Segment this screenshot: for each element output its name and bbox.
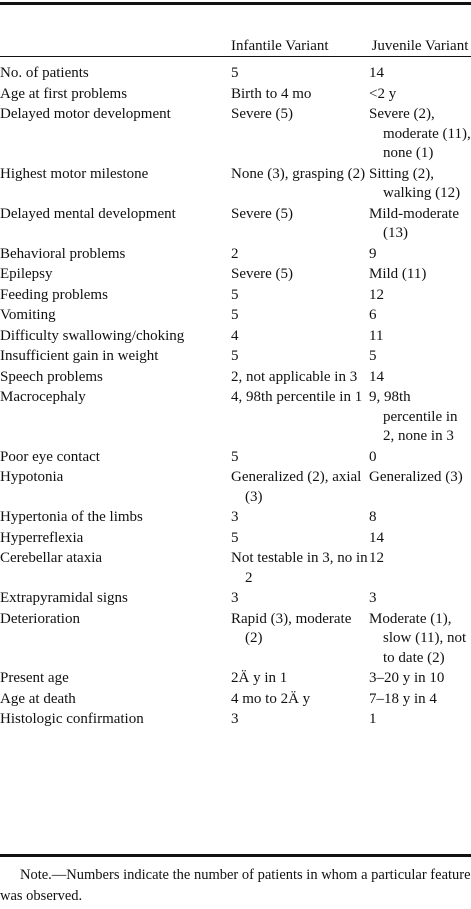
cell-infantile bbox=[231, 668, 369, 689]
cell-infantile bbox=[231, 588, 369, 609]
cell-text: 14 bbox=[369, 368, 384, 385]
cell-text: Hyperreflexia bbox=[0, 529, 84, 546]
cell-text: 5 bbox=[231, 348, 239, 364]
cell-infantile bbox=[231, 285, 369, 306]
cell-feature bbox=[0, 62, 231, 84]
cell-text: Hypertonia of the limbs bbox=[0, 509, 143, 525]
cell-text: Present age bbox=[0, 670, 69, 686]
cell-juvenile bbox=[369, 326, 471, 347]
data-table bbox=[0, 3, 471, 730]
cell-text: Generalized (2), axial (3) bbox=[231, 469, 362, 505]
cell-text: Speech problems bbox=[0, 368, 103, 385]
cell-text: Age at first problems bbox=[0, 85, 128, 102]
cell-feature bbox=[0, 588, 231, 609]
cell-text: 7–18 y in 4 bbox=[369, 690, 437, 707]
cell-juvenile bbox=[369, 204, 471, 244]
table-row bbox=[0, 447, 471, 468]
cell-text: Mild (11) bbox=[369, 266, 427, 282]
cell-infantile bbox=[231, 244, 369, 265]
table-row bbox=[0, 244, 471, 265]
cell-text: Macrocephaly bbox=[0, 389, 86, 405]
cell-text: 5 bbox=[231, 65, 239, 81]
cell-infantile bbox=[231, 387, 369, 447]
cell-text: 5 bbox=[231, 529, 239, 546]
cell-text: Severe (5) bbox=[231, 106, 294, 122]
cell-text: 4 bbox=[231, 327, 239, 344]
cell-text: 6 bbox=[369, 307, 377, 323]
cell-infantile bbox=[231, 609, 369, 669]
cell-text: 2, not applicable in 3 bbox=[231, 368, 358, 385]
cell-feature bbox=[0, 264, 231, 285]
table-row bbox=[0, 305, 471, 326]
cell-infantile bbox=[231, 305, 369, 326]
cell-text: 2 bbox=[231, 245, 239, 262]
cell-feature bbox=[0, 528, 231, 549]
cell-text: 5 bbox=[231, 448, 239, 465]
cell-text: 5 bbox=[231, 307, 239, 323]
cell-text: Epilepsy bbox=[0, 266, 53, 282]
cell-text: No. of patients bbox=[0, 65, 89, 81]
cell-text: 0 bbox=[369, 448, 377, 465]
cell-feature bbox=[0, 387, 231, 447]
header-col1 bbox=[0, 3, 231, 62]
cell-text: Rapid (3), moderate (2) bbox=[231, 610, 352, 646]
cell-feature bbox=[0, 609, 231, 669]
cell-juvenile bbox=[369, 285, 471, 306]
cell-feature bbox=[0, 709, 231, 730]
cell-feature bbox=[0, 367, 231, 388]
cell-feature bbox=[0, 668, 231, 689]
cell-infantile bbox=[231, 104, 369, 164]
cell-text: Extrapyramidal signs bbox=[0, 590, 128, 606]
cell-juvenile bbox=[369, 305, 471, 326]
cell-text: Feeding problems bbox=[0, 286, 108, 303]
cell-juvenile bbox=[369, 264, 471, 285]
cell-text: Sitting (2), walking (12) bbox=[369, 165, 461, 201]
cell-text: Insufficient gain in weight bbox=[0, 348, 159, 364]
cell-text: Severe (5) bbox=[231, 266, 294, 282]
cell-infantile bbox=[231, 689, 369, 710]
cell-infantile bbox=[231, 709, 369, 730]
table-row bbox=[0, 326, 471, 347]
cell-text: Hypotonia bbox=[0, 469, 64, 485]
cell-feature bbox=[0, 346, 231, 367]
cell-infantile bbox=[231, 62, 369, 84]
table-body bbox=[0, 62, 471, 730]
cell-text: 3–20 y in 10 bbox=[369, 670, 445, 686]
table-row bbox=[0, 528, 471, 549]
cell-text: Vomiting bbox=[0, 307, 56, 323]
cell-infantile bbox=[231, 264, 369, 285]
cell-text: 9 bbox=[369, 245, 377, 262]
cell-text: 5 bbox=[369, 348, 377, 364]
cell-text: 1 bbox=[369, 711, 377, 727]
cell-feature bbox=[0, 548, 231, 588]
cell-text: Highest motor milestone bbox=[0, 165, 149, 182]
cell-feature bbox=[0, 104, 231, 164]
cell-juvenile bbox=[369, 387, 471, 447]
cell-text: Delayed motor development bbox=[0, 106, 171, 122]
cell-text: Moderate (1), slow (11), not to date (2) bbox=[369, 610, 467, 666]
cell-text: 14 bbox=[369, 529, 384, 546]
table-row bbox=[0, 387, 471, 447]
cell-text: Delayed mental development bbox=[0, 205, 176, 222]
cell-infantile bbox=[231, 548, 369, 588]
cell-juvenile bbox=[369, 588, 471, 609]
cell-text: Severe (5) bbox=[231, 205, 294, 222]
cell-text: 3 bbox=[231, 711, 239, 727]
cell-juvenile bbox=[369, 609, 471, 669]
cell-infantile bbox=[231, 528, 369, 549]
cell-infantile bbox=[231, 467, 369, 507]
cell-text: Poor eye contact bbox=[0, 448, 100, 465]
table-row bbox=[0, 709, 471, 730]
cell-feature bbox=[0, 204, 231, 244]
cell-juvenile bbox=[369, 164, 471, 204]
cell-juvenile bbox=[369, 689, 471, 710]
cell-juvenile bbox=[369, 668, 471, 689]
cell-text: 9, 98th percentile in 2, none in 3 bbox=[369, 389, 458, 444]
table-row bbox=[0, 62, 471, 84]
cell-feature bbox=[0, 244, 231, 265]
table-row bbox=[0, 104, 471, 164]
table-row bbox=[0, 668, 471, 689]
cell-text: 3 bbox=[231, 590, 239, 606]
cell-juvenile bbox=[369, 244, 471, 265]
cell-juvenile bbox=[369, 467, 471, 507]
table-row bbox=[0, 346, 471, 367]
cell-text: 4, 98th percentile in 1 bbox=[231, 389, 363, 405]
cell-text: 2Ä y in 1 bbox=[231, 670, 288, 686]
cell-infantile bbox=[231, 84, 369, 105]
table-row bbox=[0, 467, 471, 507]
cell-juvenile bbox=[369, 507, 471, 528]
table-row bbox=[0, 367, 471, 388]
cell-text: 12 bbox=[369, 550, 384, 566]
cell-text: 4 mo to 2Ä y bbox=[231, 690, 311, 707]
cell-juvenile bbox=[369, 548, 471, 588]
cell-feature bbox=[0, 507, 231, 528]
cell-text: Cerebellar ataxia bbox=[0, 550, 103, 566]
table-row bbox=[0, 609, 471, 669]
cell-text: Difficulty swallowing/choking bbox=[0, 327, 185, 344]
cell-feature bbox=[0, 164, 231, 204]
table-note: Note.—Numbers indicate the number of patients in whom a particular feature was observed. bbox=[0, 867, 471, 904]
cell-text: 3 bbox=[231, 509, 239, 525]
cell-feature bbox=[0, 285, 231, 306]
cell-text: 5 bbox=[231, 286, 239, 303]
header-row bbox=[0, 3, 471, 62]
header-juvenile: Juvenile Variant bbox=[371, 38, 469, 54]
table-row bbox=[0, 548, 471, 588]
cell-juvenile bbox=[369, 62, 471, 84]
cell-juvenile bbox=[369, 346, 471, 367]
cell-text: 14 bbox=[369, 65, 384, 81]
table-row bbox=[0, 507, 471, 528]
cell-juvenile bbox=[369, 447, 471, 468]
cell-text: Not testable in 3, no in 2 bbox=[231, 550, 368, 586]
table-row bbox=[0, 84, 471, 105]
cell-text: 11 bbox=[369, 327, 384, 344]
cell-text: Birth to 4 mo bbox=[231, 85, 312, 102]
table-row bbox=[0, 164, 471, 204]
cell-text: <2 y bbox=[369, 85, 397, 102]
cell-infantile bbox=[231, 326, 369, 347]
cell-text: Deterioration bbox=[0, 610, 80, 627]
cell-infantile bbox=[231, 346, 369, 367]
cell-feature bbox=[0, 84, 231, 105]
table-row bbox=[0, 264, 471, 285]
cell-feature bbox=[0, 689, 231, 710]
cell-text: 12 bbox=[369, 286, 384, 303]
cell-juvenile bbox=[369, 528, 471, 549]
cell-text: Mild-moderate (13) bbox=[369, 205, 459, 241]
cell-juvenile bbox=[369, 104, 471, 164]
cell-infantile bbox=[231, 204, 369, 244]
cell-juvenile bbox=[369, 367, 471, 388]
cell-juvenile bbox=[369, 84, 471, 105]
cell-text: Histologic confirmation bbox=[0, 711, 144, 727]
cell-text: Generalized (3) bbox=[369, 469, 463, 485]
table-row bbox=[0, 204, 471, 244]
cell-text: Severe (2), moderate (11), none (1) bbox=[369, 106, 471, 161]
bottom-rule bbox=[0, 854, 471, 857]
table-row bbox=[0, 588, 471, 609]
cell-infantile bbox=[231, 367, 369, 388]
cell-juvenile bbox=[369, 709, 471, 730]
cell-text: None (3), grasping (2) bbox=[231, 165, 366, 182]
cell-infantile bbox=[231, 164, 369, 204]
cell-infantile bbox=[231, 447, 369, 468]
cell-text: Age at death bbox=[0, 690, 76, 707]
cell-text: 8 bbox=[369, 509, 377, 525]
header-infantile: Infantile Variant bbox=[231, 38, 329, 54]
table-row bbox=[0, 689, 471, 710]
cell-feature bbox=[0, 326, 231, 347]
cell-infantile bbox=[231, 507, 369, 528]
cell-feature bbox=[0, 467, 231, 507]
cell-text: 3 bbox=[369, 590, 377, 606]
cell-feature bbox=[0, 305, 231, 326]
cell-feature bbox=[0, 447, 231, 468]
table-row bbox=[0, 285, 471, 306]
cell-text: Behavioral problems bbox=[0, 245, 126, 262]
